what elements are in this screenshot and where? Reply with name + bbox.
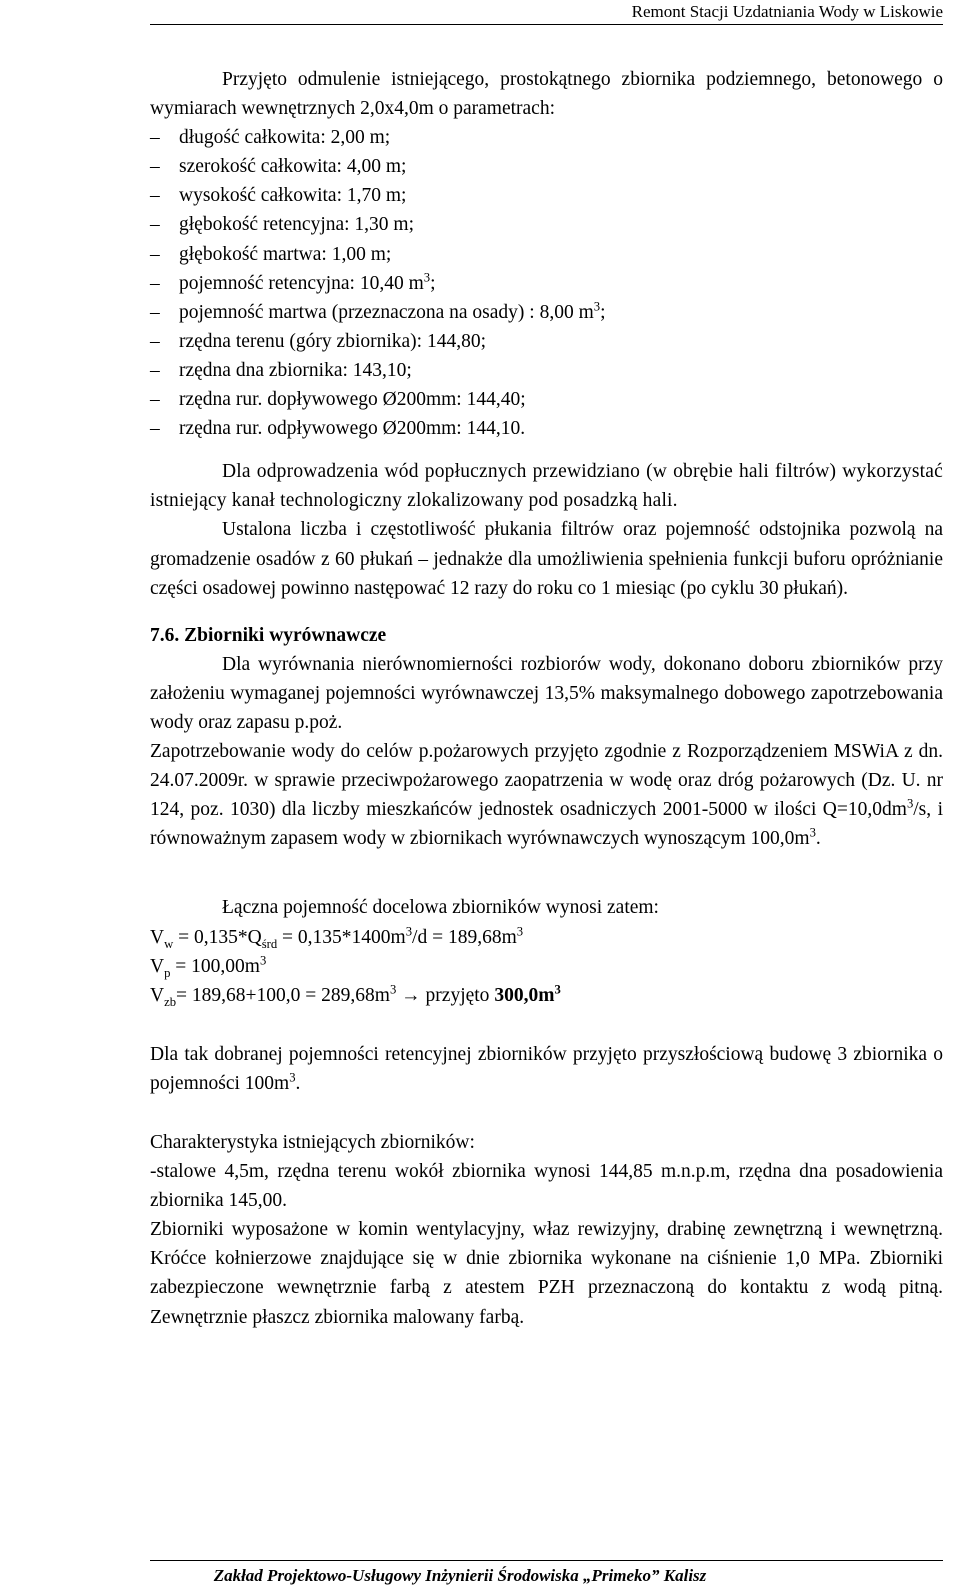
section-title: 7.6. Zbiorniki wyrównawcze xyxy=(150,624,387,646)
characteristics-steel: -stalowe 4,5m, rzędna terenu wokół zbiornika wynosi 144,85 m.n.p.m, rzędna dna posadowienia zbiornika 145,00. xyxy=(150,1161,943,1212)
paragraph-equalization: Dla wyrównania nierównomierności rozbiorów wody, dokonano doboru zbiorników przy założeniu wymaganej pojemności wyrównawczej 13,5% maksymalnego dobowego zapotrzebowania wody oraz zapasu p.poż. xyxy=(150,653,943,733)
list-item: – rzędna dna zbiornika: 143,10; xyxy=(150,359,412,381)
paragraph-rinse-water: Dla odprowadzenia wód popłucznych przewidziano (w obrębie hali filtrów) wykorzystać istniejący kanał technologiczny zlokalizowany pod posadzką hali. xyxy=(150,461,943,512)
paragraph-rinsing-frequency: Ustalona liczba i częstotliwość płukania filtrów oraz pojemność odstojnika pozwolą na gromadzenie osadów z 60 płukań – jednakże dla umożliwienia spełnienia funkcji buforu opróżnianie części osadowej powinno następować 12 razy do roku co 1 miesiąc (po cyklu 30 płukań). xyxy=(150,519,943,599)
header-rule xyxy=(150,24,943,25)
formula-vp: $V_p = 100,00m^3$ xyxy=(150,953,267,980)
list-item: – rzędna terenu (góry zbiornika): 144,80; xyxy=(150,330,487,352)
footer-rule xyxy=(150,1560,943,1561)
list-item: – głębokość retencyjna: 1,30 m; xyxy=(150,214,415,236)
list-item: – wysokość całkowita: 1,70 m; xyxy=(150,185,407,207)
document-body xyxy=(150,65,943,1332)
list-item: – głębokość martwa: 1,00 m; xyxy=(150,243,392,265)
characteristics-equipment: Zbiorniki wyposażone w komin wentylacyjny, właz rewizyjny, drabinę zewnętrzną i wewnętrzną. Króćce kołnierzowe znajdujące się w dnie zbiornika wykonane na ciśnienie 1,0 MPa. Zbiorniki zabezpieczone wewnętrznie farbą z atestem PZH przeznaczoną do kontaktu z wodą pitną. Zewnętrznie płaszcz zbiornika malowany farbą. xyxy=(150,1219,943,1328)
formula-vzb: $V_{zb}= 189,68+100,0 = 289,68m^3$ → przyjęto $300,0m^3$ xyxy=(150,982,561,1009)
page-header: Remont Stacji Uzdatniania Wody w Liskowie xyxy=(631,2,943,21)
intro-paragraph: Przyjęto odmulenie istniejącego, prostokątnego zbiornika podziemnego, betonowego o wymiarach wewnętrznych 2,0x4,0m o parametrach: xyxy=(150,69,943,120)
characteristics-title: Charakterystyka istniejących zbiorników: xyxy=(150,1132,475,1153)
formula-vw: $V_w = 0,135*Q_{śrd} = 0,135*1400m^3/d = 189,68m^3$ xyxy=(150,924,524,951)
list-item: – długość całkowita: 2,00 m; xyxy=(150,127,391,149)
list-item: – szerokość całkowita: 4,00 m; xyxy=(150,156,407,178)
paragraph-future-tank: Dla tak dobranej pojemności retencyjnej zbiorników przyjęto przyszłościową budowę 3 zbiornika o pojemności $100m^3$. xyxy=(150,1043,943,1094)
list-item: – pojemność martwa (przeznaczona na osady) : 8,00 $m^3$; xyxy=(150,299,606,323)
list-item: – pojemność retencyjna: 10,40 $m^3$; xyxy=(150,270,436,294)
list-item: – rzędna rur. dopływowego Ø200mm: 144,40; xyxy=(150,389,526,411)
parameter-list xyxy=(150,123,943,443)
paragraph-fire-water: Zapotrzebowanie wody do celów p.pożarowych przyjęto zgodnie z Rozporządzeniem MSWiA z dn. 24.07.2009r. w sprawie przeciwpożarowego zaopatrzenia w wodę oraz dróg pożarowych (Dz. U. nr 124, poz. 1030) dla liczby mieszkańców jednostek osadniczych 2001-5000 w ilości $Q=10,0dm^3/s$, i równoważnym zapasem wody w zbiornikach wyrównawczych wynoszącym $100,0m^3$. xyxy=(150,741,943,850)
list-item: – rzędna rur. odpływowego Ø200mm: 144,10. xyxy=(150,418,526,440)
total-capacity-line: Łączna pojemność docelowa zbiorników wynosi zatem: xyxy=(222,897,659,919)
page-footer: Zakład Projektowo-Usługowy Inżynierii Środowiska „Primeko” Kalisz xyxy=(213,1566,707,1585)
